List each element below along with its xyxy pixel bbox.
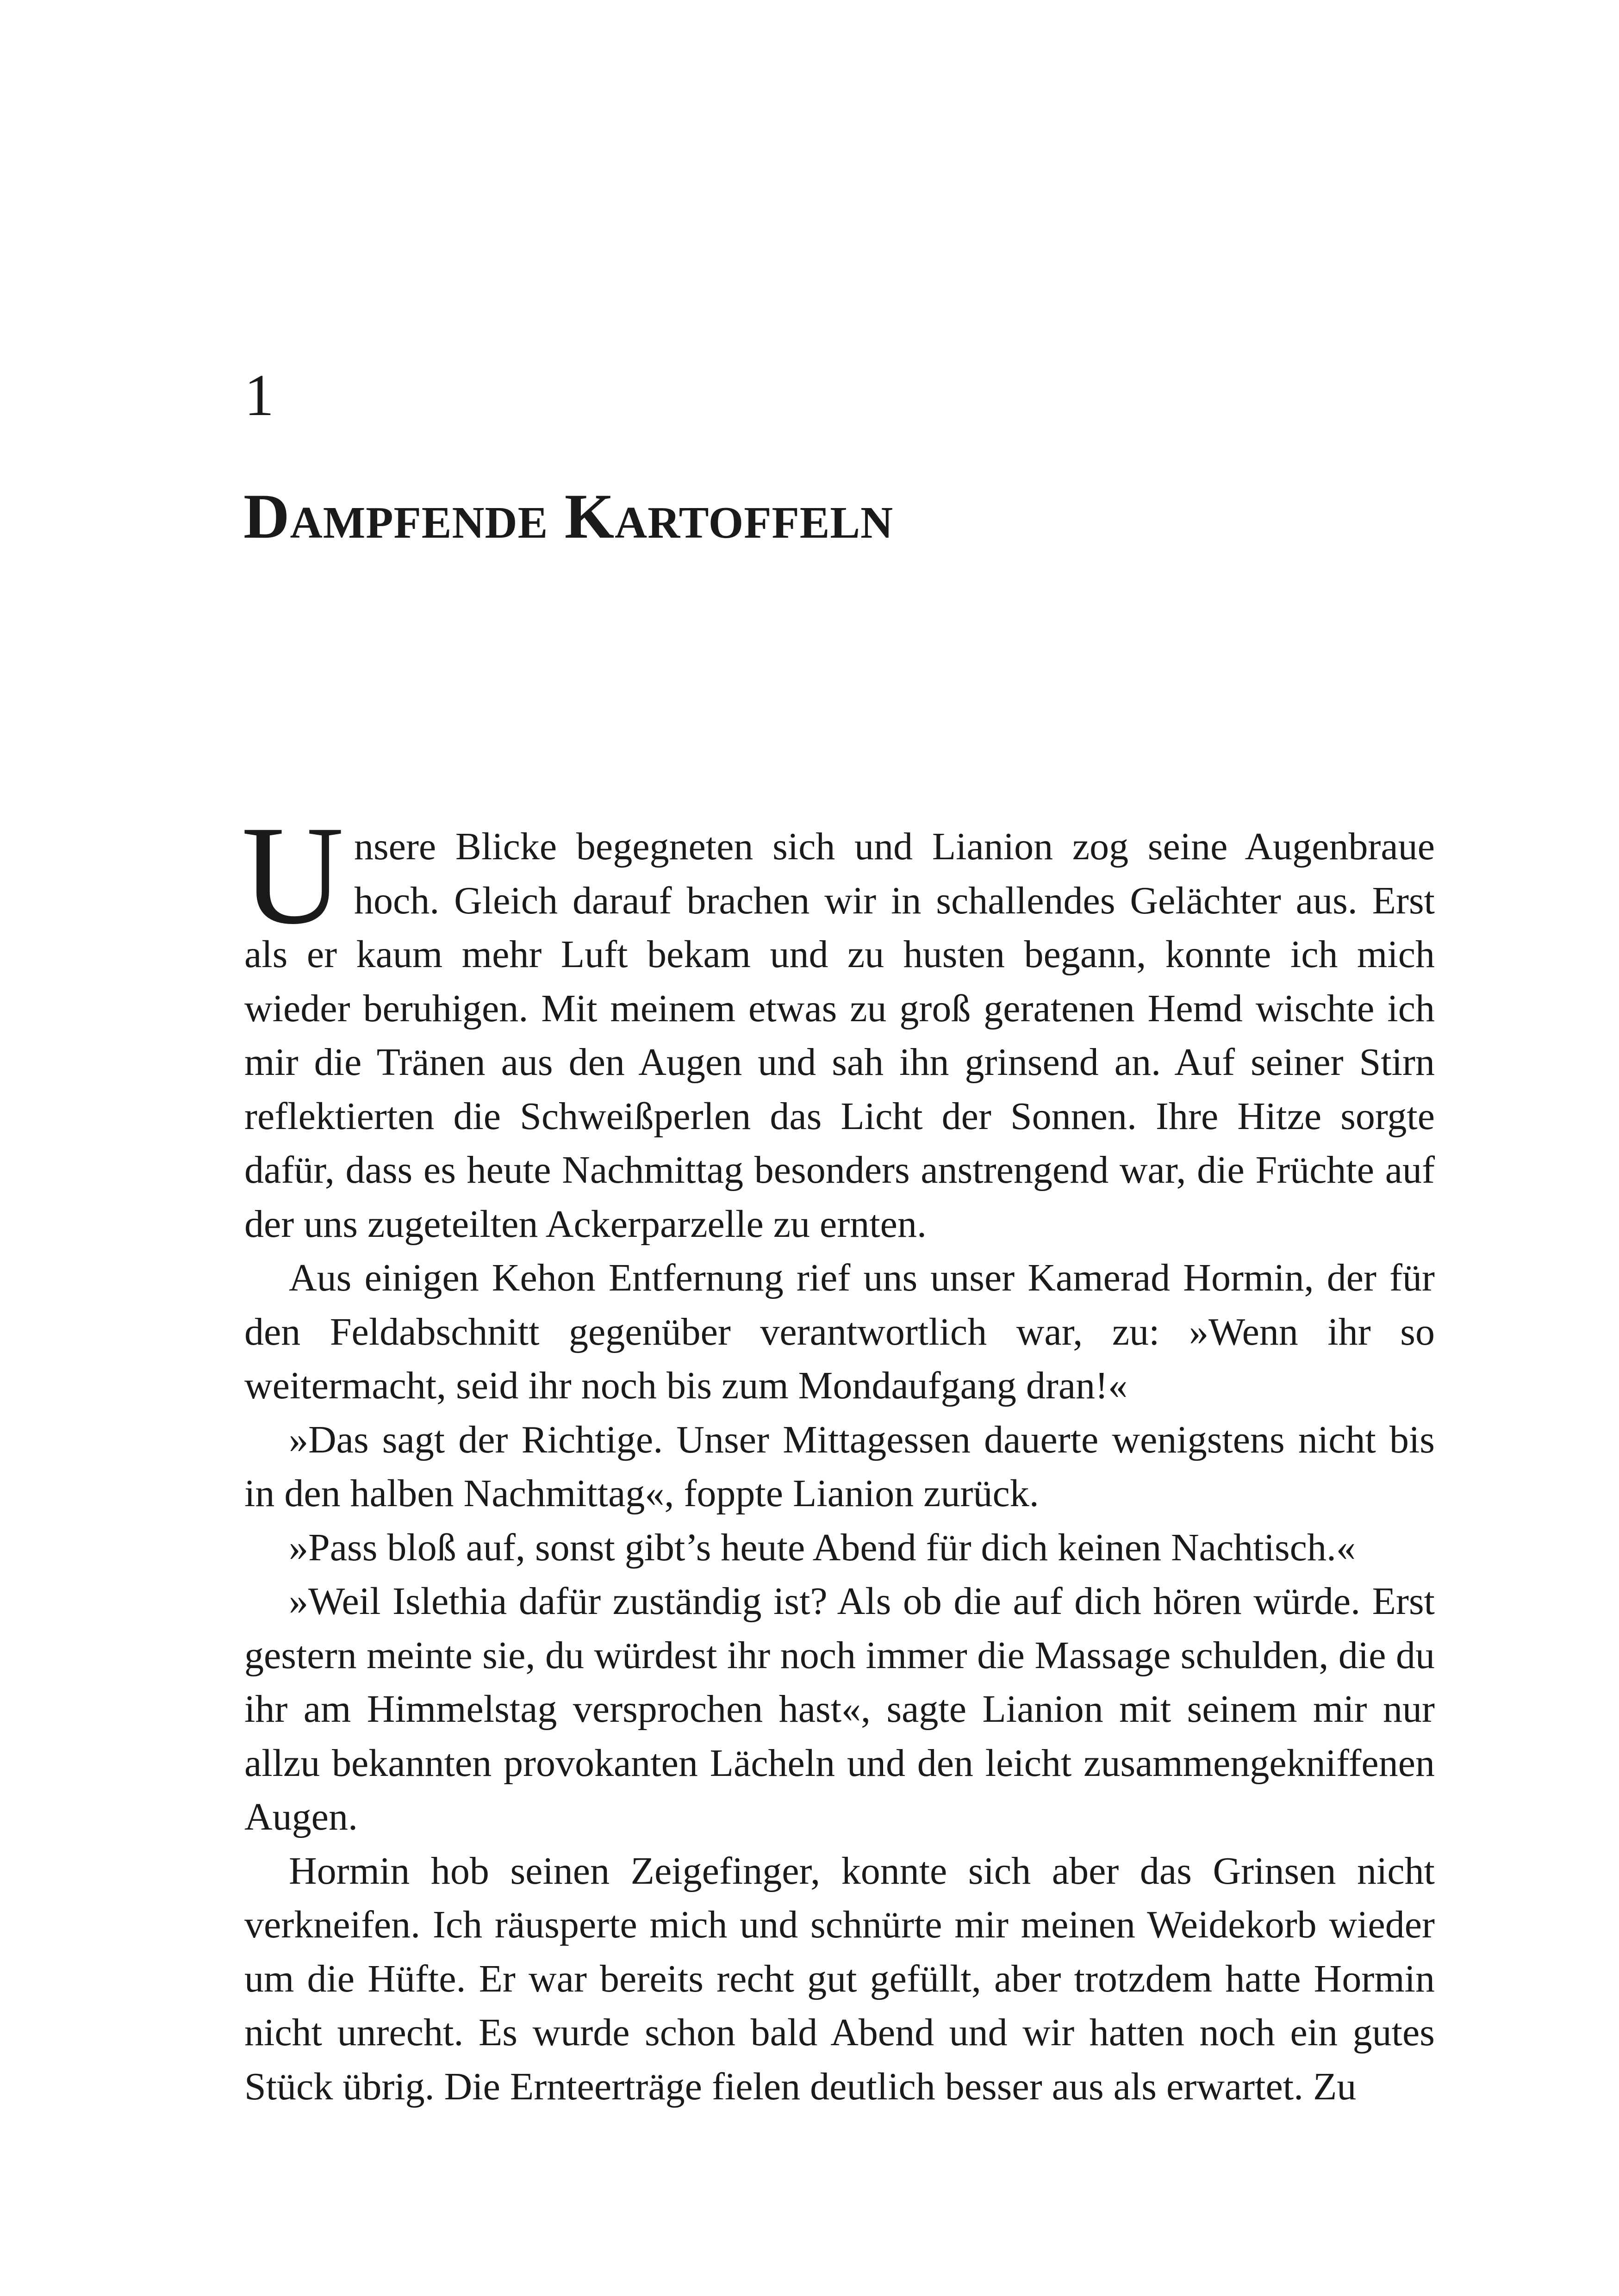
chapter-number: 1: [244, 362, 274, 428]
paragraph-4: »Pass bloß auf, sonst gibt’s heute Abend für dich keinen Nachtisch.«: [289, 1526, 1356, 1569]
chapter-title: Dampfende Kartoffeln: [243, 481, 894, 552]
paragraph-2: Aus einigen Kehon Entfernung rief uns unser Kamerad Hormin, der für den Feldabschnitt gegenüber verantwortlich war, zu: »Wenn ihr so weitermacht, seid ihr noch bis zum Mondaufgang dran!«: [244, 1256, 1435, 1407]
paragraph-text: nsere Blicke begegneten sich und Lianion zog seine Augenbraue hoch. Gleich darauf brachen wir in schallendes Gelächter aus. Erst als er kaum mehr Luft bekam und zu husten begann, konnte ich mich wieder beruhigen. Mit meinem etwas zu groß geratenen Hemd wischte ich mir die Tränen aus den Augen und sah ihn grinsend an. Auf seiner Stirn reflektierten die Schweißperlen das Licht der Sonnen. Ihre Hitze sorgte dafür, dass es heute Nachmittag besonders anstrengend war, die Früchte auf der uns zugeteilten Ackerparzelle zu ernten.: [244, 825, 1435, 1246]
paragraph-5: »Weil Islethia dafür zuständig ist? Als ob die auf dich hören würde. Erst gestern meinte sie, du würdest ihr noch immer die Massage schulden, die du ihr am Himmelstag versprochen hast«, sagte Lianion mit seinem mir nur allzu bekannten provokanten Lächeln und den leicht zusammengekniffenen Augen.: [244, 1580, 1435, 1838]
paragraph-1: [242, 797, 1435, 1251]
paragraph-3: »Das sagt der Richtige. Unser Mittagessen dauerte wenigstens nicht bis in den halben Nachmittag«, foppte Lianion zurück.: [244, 1418, 1435, 1515]
drop-cap: U: [242, 797, 344, 954]
body-text: [242, 797, 1435, 2114]
paragraph-6: Hormin hob seinen Zeigefinger, konnte sich aber das Grinsen nicht verkneifen. Ich räusperte mich und schnürte mir meinen Weidekorb wieder um die Hüfte. Er war bereits recht gut gefüllt, aber trotzdem hatte Hormin nicht unrecht. Es wurde schon bald Abend und wir hatten noch ein gutes Stück übrig. Die Ernteerträge fielen deutlich besser aus als erwartet. Zu: [244, 1849, 1435, 2108]
